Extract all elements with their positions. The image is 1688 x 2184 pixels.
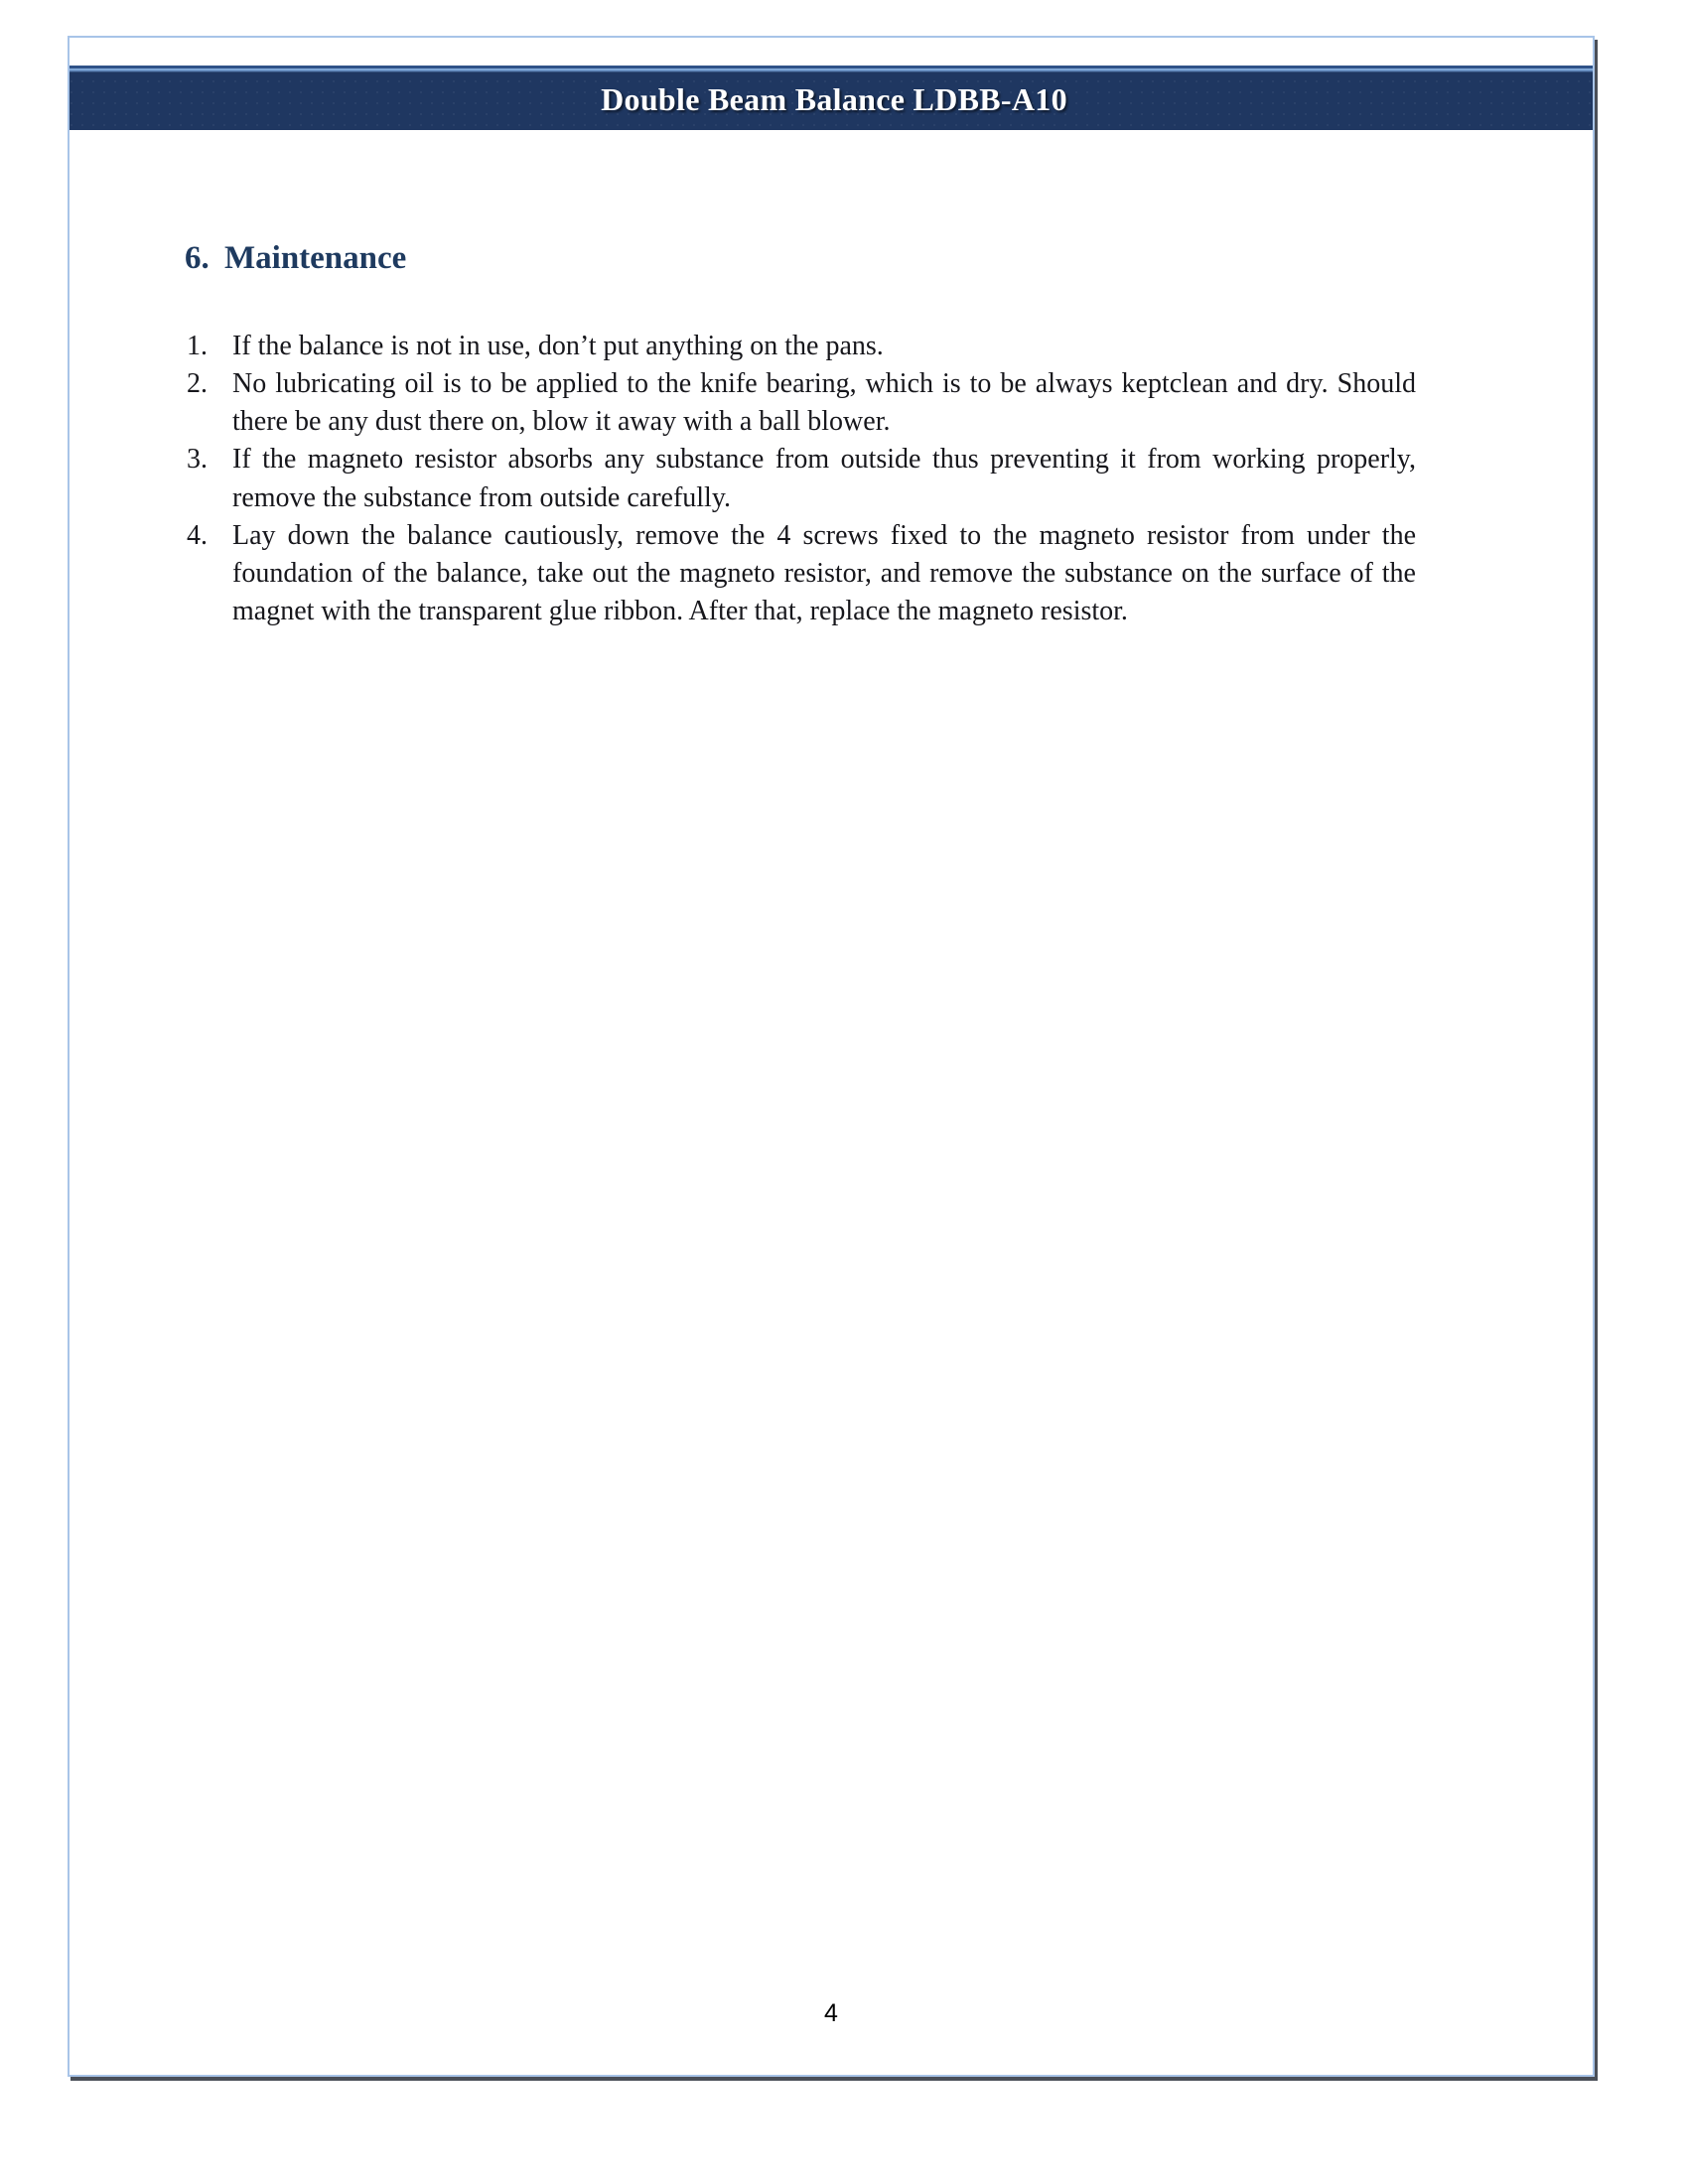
list-item-number: 2. — [187, 368, 208, 400]
document-header-title: Double Beam Balance LDBB-A10 — [601, 80, 1067, 117]
document-header-band — [70, 66, 1593, 130]
section-title: Maintenance — [224, 240, 407, 276]
list-item — [185, 517, 1416, 630]
section-heading-maintenance — [185, 238, 1468, 278]
list-item-number: 4. — [187, 519, 208, 551]
list-item — [185, 441, 1416, 516]
page-number: 4 — [824, 1999, 838, 2027]
list-item — [185, 328, 1416, 365]
list-item-text: If the balance is not in use, don’t put anything on the pans. — [232, 331, 884, 362]
list-item — [185, 365, 1416, 441]
list-item-text: No lubricating oil is to be applied to the knife bearing, which is to be always keptclean and dry. Should there be any dust there on, blow it away with a ball blower. — [232, 368, 1416, 438]
maintenance-instruction-list — [185, 328, 1416, 630]
list-item-number: 1. — [187, 331, 208, 362]
section-number: 6. — [185, 240, 210, 276]
list-item-text: Lay down the balance cautiously, remove the 4 screws fixed to the magneto resistor from under the foundation of the balance, take out the magneto resistor, and remove the substance on the surface of the magnet with the transparent glue ribbon. After that, replace the magneto resistor. — [232, 519, 1416, 626]
list-item-number: 3. — [187, 444, 208, 476]
list-item-text: If the magneto resistor absorbs any substance from outside thus preventing it from working properly, remove the substance from outside carefully. — [232, 444, 1416, 513]
document-body — [185, 238, 1468, 630]
